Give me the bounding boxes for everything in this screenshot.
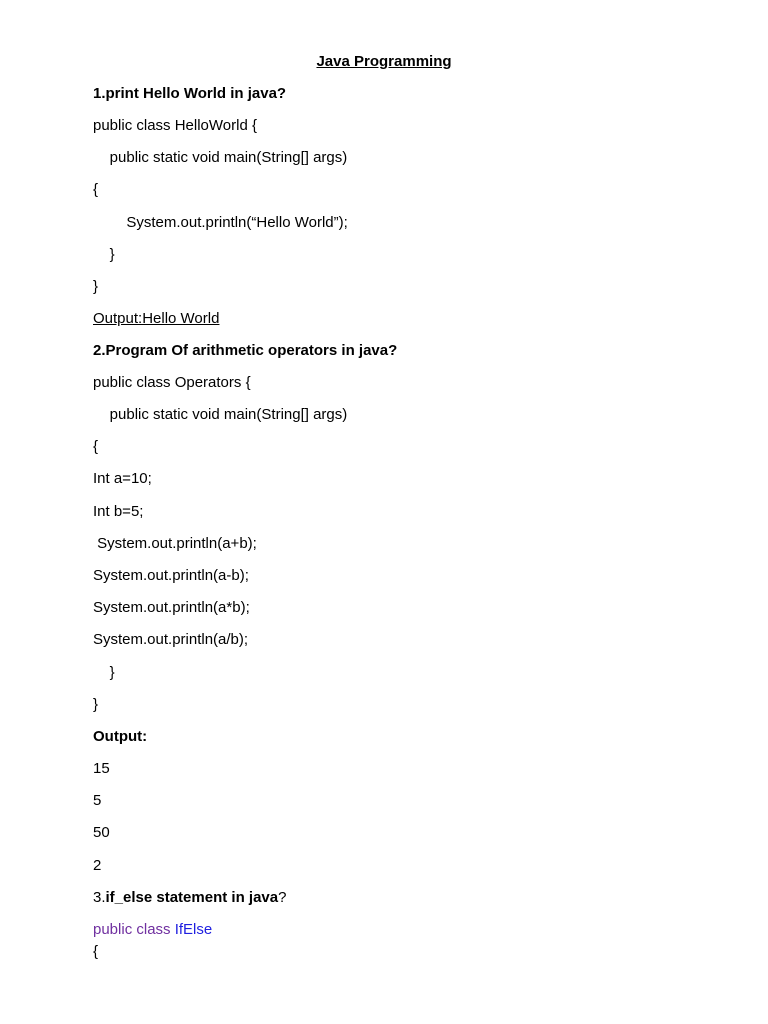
code-line: System.out.println(a/b);: [93, 631, 249, 648]
section3-heading-suffix: ?: [278, 889, 287, 906]
section2-heading: 2.Program Of arithmetic operators in java?: [93, 342, 398, 359]
document-title: Java Programming: [316, 53, 452, 70]
code-line: public static void main(String[] args): [93, 149, 348, 166]
code-line: System.out.println(a-b);: [93, 567, 249, 584]
section3-heading: [93, 888, 286, 908]
output-value: 5: [93, 792, 102, 809]
code-line: }: [93, 664, 115, 681]
code-line: {: [93, 438, 99, 455]
section2-output-label: Output:: [93, 728, 148, 745]
code-line: System.out.println(a*b);: [93, 599, 250, 616]
code-line: {: [93, 943, 99, 960]
code-line: }: [93, 278, 99, 295]
code-classname: IfElse: [174, 921, 213, 938]
output-value: 2: [93, 857, 102, 874]
section3-heading-text: if_else statement in java: [105, 889, 279, 906]
section1-heading: 1.print Hello World in java?: [93, 85, 287, 102]
code-line: }: [93, 246, 115, 263]
output-value: 15: [93, 760, 110, 777]
code-line: System.out.println(“Hello World”);: [93, 214, 348, 231]
code-line: public class HelloWorld {: [93, 117, 257, 134]
code-line: Int b=5;: [93, 503, 144, 520]
section1-output: Output:Hello World: [93, 310, 220, 327]
output-value: 50: [93, 824, 110, 841]
code-line: public class Operators {: [93, 374, 251, 391]
code-line: {: [93, 181, 99, 198]
code-line: public static void main(String[] args): [93, 406, 348, 423]
code-line: Int a=10;: [93, 470, 152, 487]
section3-heading-prefix: 3.: [93, 889, 106, 906]
code-line: }: [93, 696, 99, 713]
code-line: [93, 920, 212, 940]
code-keyword: public class: [93, 921, 175, 938]
code-line: System.out.println(a+b);: [93, 535, 257, 552]
